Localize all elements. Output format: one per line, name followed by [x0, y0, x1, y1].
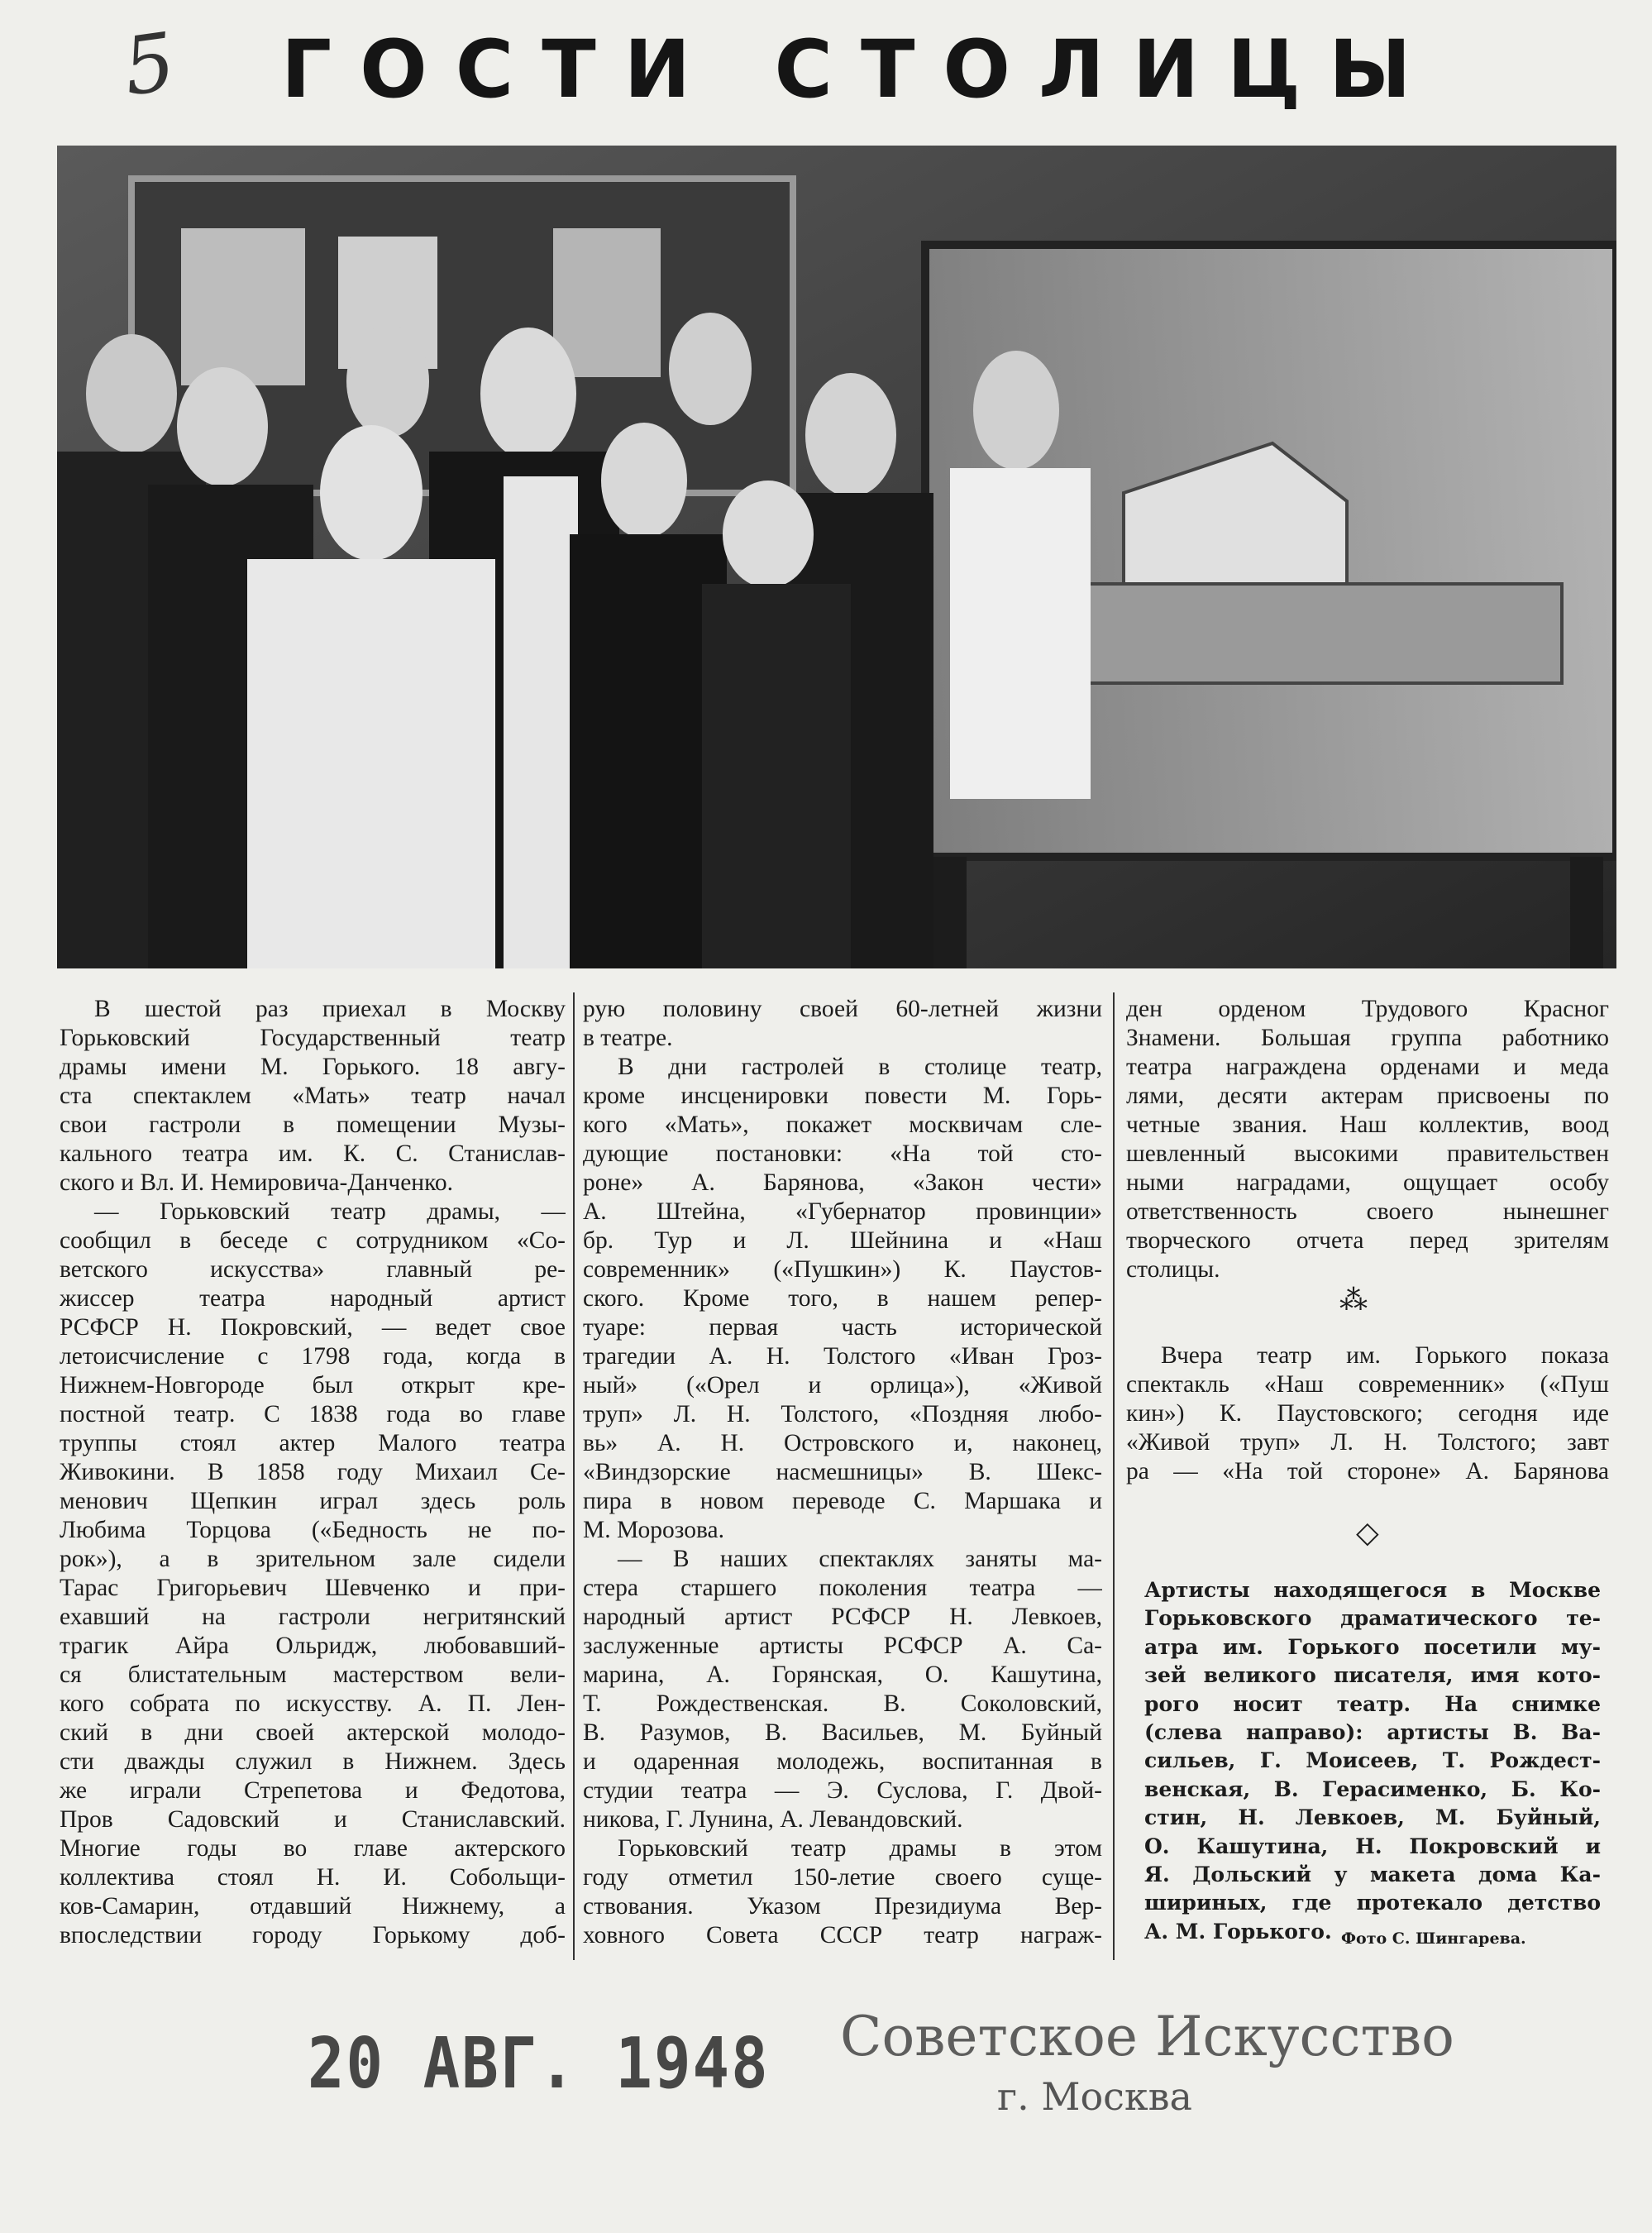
text-line: шириных, где протекало детство — [1144, 1891, 1601, 1915]
text-line: ского и Вл. И. Немировича-Данченко. — [60, 1169, 454, 1196]
diamond-separator: ◇ — [1356, 1516, 1379, 1549]
text-line: летоисчисление с 1798 года, когда в — [60, 1343, 566, 1370]
text-line: труппы стоял актер Малого театра — [60, 1430, 566, 1456]
text-line: постной театр. С 1838 года во главе — [60, 1401, 566, 1427]
text-line: ста спектаклем «Мать» театр начал — [60, 1083, 566, 1109]
text-line: А. М. Горького. — [1144, 1919, 1332, 1944]
text-line: рую половину своей 60-летней жизни — [583, 996, 1102, 1022]
text-line: ского. Кроме того, в нашем репер- — [583, 1285, 1102, 1312]
text-line: Живокини. В 1858 году Михаил Се- — [60, 1459, 566, 1485]
text-line: А. Штейна, «Губернатор провинции» — [583, 1198, 1102, 1225]
text-line: Нижнем-Новгороде был открыт кре- — [60, 1372, 566, 1399]
text-line: В дни гастролей в столице театр, — [618, 1054, 1102, 1080]
showcase-leg — [933, 857, 967, 968]
text-line: ответственность своего нынешнег — [1126, 1198, 1609, 1225]
text-line: никова, Г. Лунина, А. Левандовский. — [583, 1806, 963, 1833]
city-stamp: г. Москва — [997, 2074, 1192, 2119]
photo-credit: Фото С. Шингарева. — [1341, 1929, 1526, 1948]
text-line: В. Разумов, В. Васильев, М. Буйный — [583, 1719, 1102, 1746]
wall-picture — [553, 228, 661, 377]
text-line: творческого отчета перед зрителям — [1126, 1227, 1609, 1254]
text-line: ден орденом Трудового Красног — [1126, 996, 1609, 1022]
text-line: кого «Мать», покажет москвичам сле- — [583, 1112, 1102, 1138]
photo-illustration — [57, 146, 1616, 968]
text-line: спектакль «Наш современник» («Пуш — [1126, 1371, 1609, 1398]
text-line: году отметил 150-летие своего суще- — [583, 1864, 1102, 1891]
text-line: Тарас Григорьевич Шевченко и при- — [60, 1575, 566, 1601]
text-line: трагедии А. Н. Толстого «Иван Гроз- — [583, 1343, 1102, 1370]
text-line: жиссер театра народный артист — [60, 1285, 566, 1312]
text-line: в театре. — [583, 1025, 673, 1051]
photo-caption — [1144, 1576, 1601, 1946]
text-line: лями, десяти актерам присвоены по — [1126, 1083, 1609, 1109]
text-line: шевленный высокими правительствен — [1126, 1140, 1609, 1167]
text-line: — В наших спектаклях заняты ма- — [618, 1546, 1102, 1572]
text-line: ский в дни своей актерской молодо- — [60, 1719, 566, 1746]
text-line: сообщил в беседе с сотрудником «Со- — [60, 1227, 566, 1254]
text-line: ными наградами, ощущает особу — [1126, 1169, 1609, 1196]
text-line: кального театра им. К. С. Станислав- — [60, 1140, 566, 1167]
text-line: Пров Садовский и Станиславский. — [60, 1806, 566, 1833]
article-column-3 — [1126, 995, 1609, 1284]
text-line: вь» А. Н. Островского и, наконец, — [583, 1430, 1102, 1456]
column-divider — [1113, 992, 1115, 1960]
text-line: Горьковского драматического те- — [1144, 1606, 1601, 1631]
text-line: коллектива стоял Н. И. Собольщи- — [60, 1864, 566, 1891]
wall-picture — [181, 228, 305, 385]
text-line: драмы имени М. Горького. 18 авгу- — [60, 1054, 566, 1080]
text-line: же играли Стрепетова и Федотова, — [60, 1777, 566, 1804]
text-line: зей великого писателя, имя кото- — [1144, 1663, 1601, 1688]
text-line: Любима Торцова («Бедность не по- — [60, 1517, 566, 1543]
text-line: марина, А. Горянская, О. Кашутина, — [583, 1662, 1102, 1688]
text-line: В шестой раз приехал в Москву — [94, 996, 566, 1022]
text-line: свои гастроли в помещении Музы- — [60, 1112, 566, 1138]
text-line: стера старшего поколения театра — — [583, 1575, 1102, 1601]
text-line: сти дважды служил в Нижнем. Здесь — [60, 1748, 566, 1775]
text-line: рок»), а в зрительном зале сидели — [60, 1546, 566, 1572]
text-line: бр. Тур и Л. Шейнина и «Наш — [583, 1227, 1102, 1254]
text-line: кроме инсценировки повести М. Горь- — [583, 1083, 1102, 1109]
text-line: трагик Айра Ольридж, любовавший- — [60, 1633, 566, 1659]
text-line: современник» («Пушкин») К. Паустов- — [583, 1256, 1102, 1283]
text-line: Многие годы во главе актерского — [60, 1835, 566, 1862]
newspaper-name-stamp: Советское Искусство — [840, 2005, 1454, 2068]
text-line: ховного Совета СССР театр награж- — [583, 1922, 1102, 1948]
text-line: кин») К. Паустовского; сегодня иде — [1126, 1400, 1609, 1427]
text-line: ра — «На той стороне» А. Барянова — [1126, 1458, 1609, 1485]
news-note — [1126, 1341, 1609, 1486]
text-line: ехавший на гастроли негритянский — [60, 1604, 566, 1630]
text-line: четные звания. Наш коллектив, воод — [1126, 1112, 1609, 1138]
text-line: кого собрата по искусству. А. П. Лен- — [60, 1690, 566, 1717]
text-line: Т. Рождественская. В. Соколовский, — [583, 1690, 1102, 1717]
text-line: рого носит театр. На снимке — [1144, 1691, 1601, 1716]
woman-light-dress — [247, 559, 495, 968]
text-line: (слева направо): артисты В. Ва- — [1144, 1719, 1601, 1744]
text-line: впоследствии городу Горькому доб- — [60, 1922, 566, 1948]
text-line: ный» («Орел и орлица»), «Живой — [583, 1372, 1102, 1399]
text-line: туаре: первая часть исторической — [583, 1314, 1102, 1341]
text-line: народный артист РСФСР Н. Левкоев, — [583, 1604, 1102, 1630]
asterism-separator: ⁂ — [1339, 1285, 1368, 1316]
news-photo — [57, 146, 1616, 968]
date-stamp: 20 АВГ. 1948 — [308, 2022, 770, 2105]
text-line: М. Морозова. — [583, 1517, 724, 1543]
model-base — [1033, 584, 1562, 683]
text-line: роне» А. Барянова, «Закон чести» — [583, 1169, 1102, 1196]
text-line: заслуженные артисты РСФСР А. Са- — [583, 1633, 1102, 1659]
text-line: «Виндзорские насмешницы» В. Шекс- — [583, 1459, 1102, 1485]
showcase-leg — [1570, 857, 1603, 968]
text-line: студии театра — Э. Суслова, Г. Двой- — [583, 1777, 1102, 1804]
article-column-1 — [60, 995, 566, 1950]
text-line: Горьковский театр драмы в этом — [618, 1835, 1102, 1862]
text-line: Вчера театр им. Горького показа — [1161, 1342, 1609, 1369]
text-line: О. Кашутина, Н. Покровский и — [1144, 1834, 1601, 1858]
text-line: ся блистательным мастерством вели- — [60, 1662, 566, 1688]
headline: ГОСТИ СТОЛИЦЫ — [281, 23, 1440, 116]
handwritten-page-number: 5 — [117, 15, 181, 114]
text-line: атра им. Горького посетили му- — [1144, 1634, 1601, 1659]
text-line: ветского искусства» главный ре- — [60, 1256, 566, 1283]
text-line: менович Щепкин играл здесь роль — [60, 1488, 566, 1514]
text-line: сильев, Г. Моисеев, Т. Рождест- — [1144, 1748, 1601, 1773]
text-line: Артисты находящегося в Москве — [1144, 1578, 1601, 1602]
text-line: Горьковский Государственный театр — [60, 1025, 566, 1051]
column-divider — [573, 992, 575, 1960]
text-line: и одаренная молодежь, воспитанная в — [583, 1748, 1102, 1775]
text-line: РСФСР Н. Покровский, — ведет свое — [60, 1314, 566, 1341]
text-line: столицы. — [1126, 1256, 1220, 1283]
text-line: пира в новом переводе С. Маршака и — [583, 1488, 1102, 1514]
text-line: ков-Самарин, отдавший Нижнему, а — [60, 1893, 566, 1920]
text-line: стин, Н. Левкоев, М. Буйный, — [1144, 1805, 1601, 1830]
text-line: дующие постановки: «На той сто- — [583, 1140, 1102, 1167]
text-line: ствования. Указом Президиума Вер- — [583, 1893, 1102, 1920]
text-line: Знамени. Большая группа работнико — [1126, 1025, 1609, 1051]
text-line: труп» Л. Н. Толстого, «Поздняя любо- — [583, 1401, 1102, 1427]
article-column-2 — [583, 995, 1102, 1950]
text-line: Я. Дольский у макета дома Ка- — [1144, 1862, 1601, 1886]
text-line: — Горьковский театр драмы, — — [94, 1198, 566, 1225]
text-line: «Живой труп» Л. Н. Толстого; завт — [1126, 1429, 1609, 1456]
text-line: театра награждена орденами и меда — [1126, 1054, 1609, 1080]
text-line: венская, В. Герасименко, Б. Ко- — [1144, 1776, 1601, 1801]
